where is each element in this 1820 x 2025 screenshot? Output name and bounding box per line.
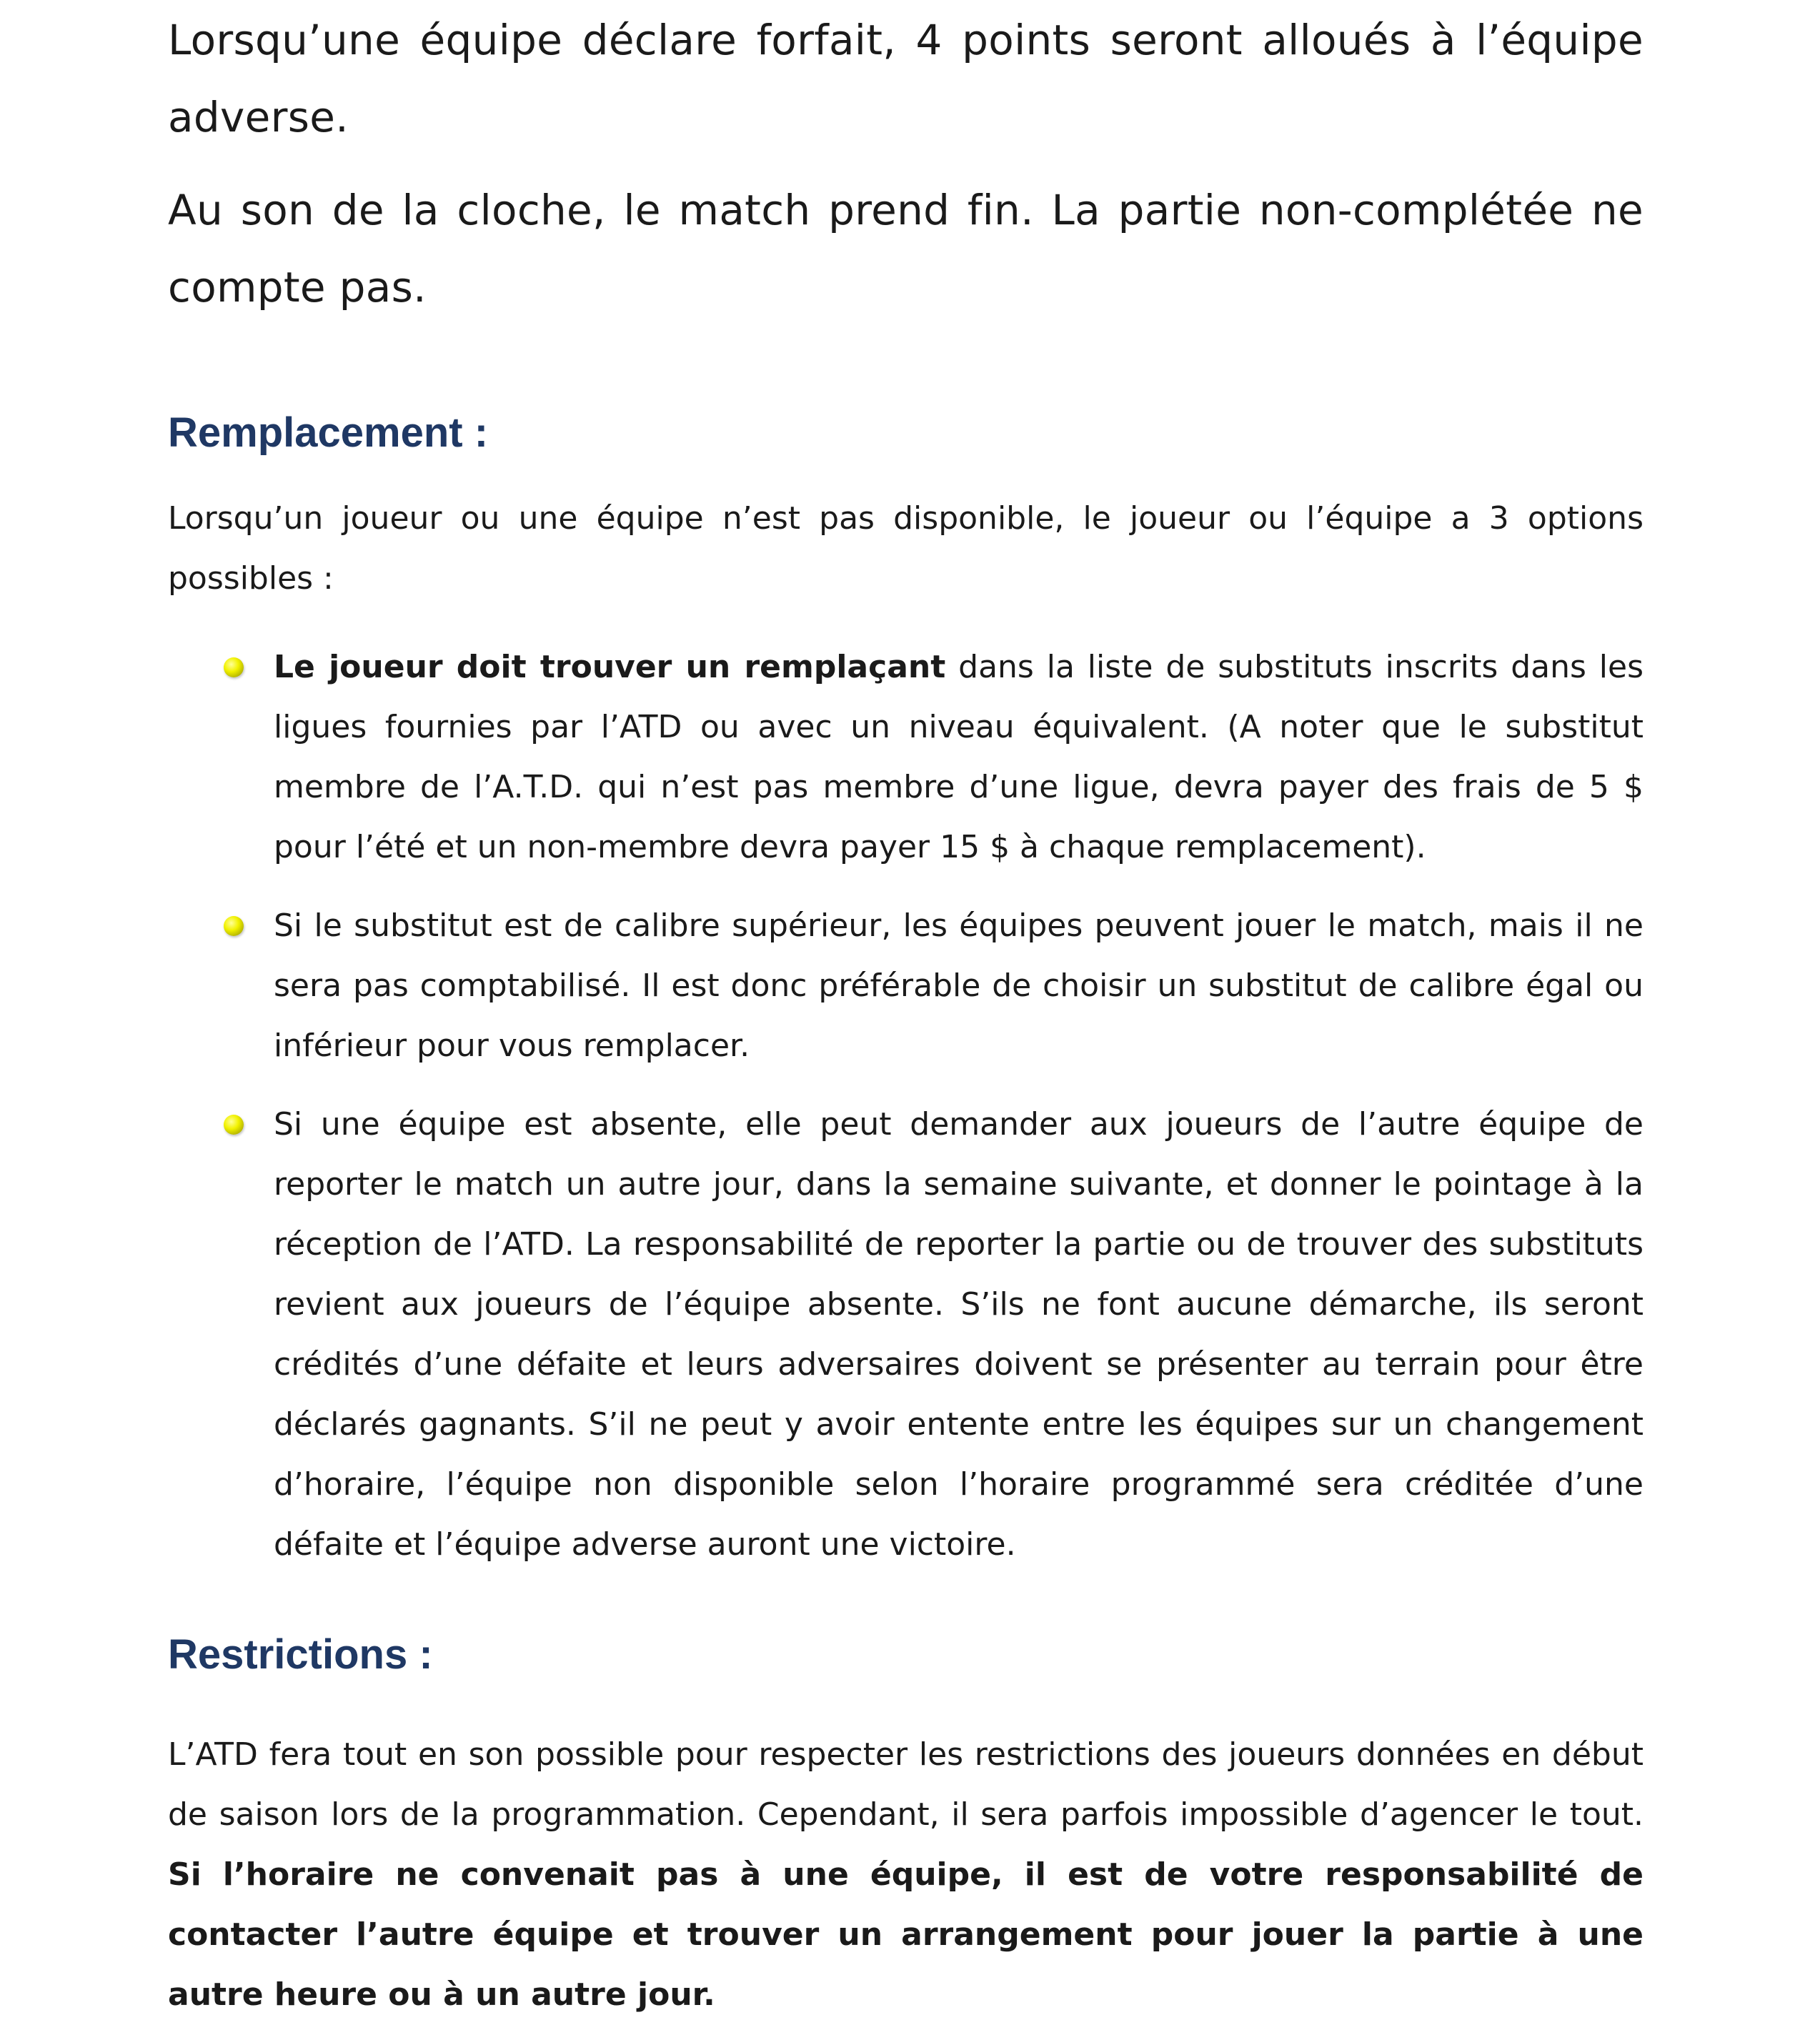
- yellow-ball-icon: [224, 657, 244, 677]
- list-item-text: [274, 1095, 1644, 1575]
- restrictions-text: L’ATD fera tout en son possible pour respecter les restrictions des joueurs données en début de saison lors de la programmation. Cependant, il sera parfois impossible d’agencer le tout.: [168, 1736, 1644, 1833]
- remplacement-intro: Lorsqu’un joueur ou une équipe n’est pas disponible, le joueur ou l’équipe a 3 options possibles :: [168, 500, 1644, 597]
- list-item-body: Si une équipe est absente, elle peut demander aux joueurs de l’autre équipe de reporter le match un autre jour, dans la semaine suivante, et donner le pointage à la réception de l’ATD. La responsabilité de reporter la partie ou de trouver des substituts revient aux joueurs de l’équipe absente. S’ils ne font aucune démarche, ils seront crédités d’une défaite et leurs adversaires doivent se présenter au terrain pour être déclarés gagnants. S’il ne peut y avoir entente entre les équipes sur un changement d’horaire, l’équipe non disponible selon l’horaire programmé sera créditée d’une défaite et l’équipe adverse auront une victoire.: [274, 1106, 1644, 1563]
- remplacement-heading: Remplacement :: [168, 409, 489, 456]
- yellow-ball-icon: [224, 1115, 244, 1135]
- list-item: [168, 1095, 1644, 1575]
- list-item-bold: Le joueur doit trouver un remplaçant: [274, 649, 946, 685]
- forfeit-paragraph: Lorsqu’une équipe déclare forfait, 4 points seront alloués à l’équipe adverse.: [168, 16, 1644, 141]
- list-item-text: [274, 637, 1644, 877]
- document-page: [168, 0, 1644, 2025]
- options-list: [168, 637, 1644, 1575]
- list-item-text: [274, 896, 1644, 1076]
- list-item: [168, 896, 1644, 1076]
- restrictions-heading: Restrictions :: [168, 1631, 433, 1678]
- restrictions-paragraph: [168, 1725, 1644, 2025]
- yellow-ball-icon: [224, 916, 244, 936]
- list-item-body: dans la liste de substituts inscrits dans les ligues fournies par l’ATD ou avec un niveau équivalent. (A noter que le substitut membre de l’A.T.D. qui n’est pas membre d’une ligue, devra payer des frais de 5 $ pour l’été et un non-membre devra payer 15 $ à chaque remplacement).: [274, 649, 1644, 865]
- restrictions-bold: Si l’horaire ne convenait pas à une équipe, il est de votre responsabilité de contacter l’autre équipe et trouver un arrangement pour jouer la partie à une autre heure ou à un autre jour.: [168, 1856, 1644, 2013]
- bell-paragraph: Au son de la cloche, le match prend fin. La partie non-complétée ne compte pas.: [168, 186, 1644, 312]
- list-item-body: Si le substitut est de calibre supérieur, les équipes peuvent jouer le match, mais il ne sera pas comptabilisé. Il est donc préférable de choisir un substitut de calibre égal ou inférieur pour vous remplacer.: [274, 907, 1644, 1064]
- list-item: [168, 637, 1644, 877]
